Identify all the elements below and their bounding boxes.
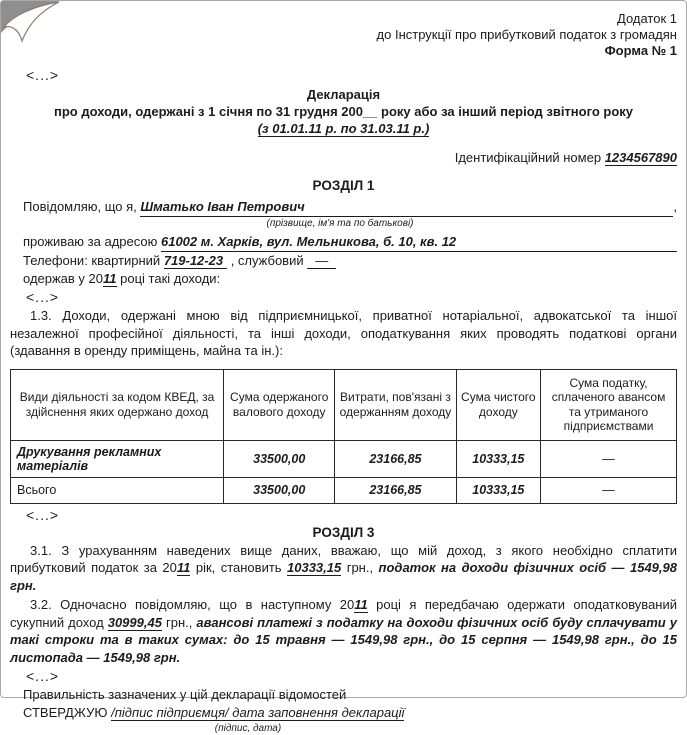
clause-3-1-tax-statement: податок на доходи фізичних осіб — 1549,98 грн. [10, 560, 677, 593]
clause-3-2-after: грн., [161, 614, 197, 630]
declarant-name-line [23, 198, 677, 217]
omission-marker: <...> [26, 668, 60, 684]
address-line [23, 233, 677, 252]
signature-placeholder: /підпис підприємця/ дата заповнення декларації [111, 705, 405, 720]
instruction-line: до Інструкції про прибутковий податок з громадян [376, 27, 677, 42]
col-header-expenses: Витрати, пов'язані з одержанням доходу [335, 369, 456, 440]
phones-line [23, 252, 677, 270]
name-trailing-comma: , [673, 199, 677, 214]
page-curl-icon [1, 1, 63, 47]
address-value: 61002 м. Харків, вул. Мельникова, б. 10, кв. 12 [161, 233, 456, 252]
income-table [10, 369, 677, 504]
address-underline-filler [456, 233, 677, 252]
phones-mid-label: , службовий [227, 253, 308, 268]
clause-3-1-mid: рік, становить [190, 560, 288, 575]
appendix-note [10, 11, 677, 59]
section1-heading: РОЗДІЛ 1 [312, 178, 375, 193]
clause-3-2-year: 11 [354, 597, 368, 612]
clause-3-1-year: 11 [176, 560, 191, 575]
confirm-label: СТВЕРДЖУЮ [23, 705, 112, 720]
clause-3-2-text [10, 596, 677, 666]
cell-expenses: 23166,85 [335, 440, 456, 477]
section3-heading: РОЗДІЛ 3 [312, 524, 375, 540]
document-title-block [10, 86, 677, 137]
clause-1-3-text: 1.3. Доходи, одержані мною від підприємницької, приватної нотаріальної, адвокатської та іншої незалежної професійної діяльності, та інші доходи, оподаткування яких проводять податкові органи (здавання в оренду приміщень, майна та ін.): [10, 308, 677, 358]
clause-3-2-pre: 3.2. Одночасно повідомляю, що в наступному 20 [30, 597, 355, 612]
omission-marker: <...> [26, 67, 60, 83]
income-suffix: році такі доходи: [116, 271, 221, 286]
clause-3-1-pre: 3.1. З урахуванням наведених вище даних, вважаю, що мій доход, з якого необхідно сплатити прибутковий податок за 20 [10, 542, 677, 575]
table-row-activity [11, 440, 677, 477]
name-field-hint: (прізвище, ім'я та по батькові) [266, 218, 414, 229]
table-row-total [11, 477, 677, 503]
col-header-activity: Види діяльності за кодом КВЕД, за здійснення яких одержано доход [11, 369, 224, 440]
omission-marker: <...> [26, 289, 60, 305]
appendix-line: Додаток 1 [617, 11, 677, 26]
identification-number-value: 1234567890 [604, 150, 677, 165]
signature-field-hint: (підпис, дата) [214, 723, 282, 734]
cell-net: 10333,15 [456, 440, 541, 477]
correctness-statement: Правильність зазначених у цій декларації відомостей [23, 687, 347, 702]
cell-gross: 33500,00 [224, 440, 335, 477]
declarant-name-prefix: Повідомляю, що я, [23, 199, 141, 214]
cell-tax: — [541, 440, 677, 477]
income-prefix: одержав у 20 [23, 271, 104, 286]
clause-3-2-mid: році я передбачаю одержати оподатковуваний сукупний доход [10, 597, 678, 630]
cell-total-label: Всього [11, 477, 224, 503]
cell-activity: Друкування рекламних матеріалів [11, 440, 224, 477]
document-subtitle: про доходи, одержані з 1 січня по 31 грудня 200__ року або за інший період звітного року [53, 104, 634, 119]
clause-3-2-advance-statement: авансові платежі з податку на доходи фізичних осіб буду сплачувати у такі строки та в таких сумах: до 15 травня — 1549,98 грн., до 15 серпня — 1549,98 грн., до 15 листопада — 1549,98 грн. [10, 614, 678, 665]
cell-total-tax: — [541, 477, 677, 503]
phones-prefix: Телефони: квартирний [23, 253, 164, 268]
work-phone-value: — [307, 253, 336, 269]
clause-3-1-text [10, 542, 677, 595]
identification-number-line [10, 150, 677, 165]
address-prefix: проживаю за адресою [23, 234, 161, 249]
col-header-prepaid-tax: Сума податку, сплаченого авансом та утриманого підприємствами [541, 369, 677, 440]
cell-total-net: 10333,15 [456, 477, 541, 503]
col-header-gross-income: Сума одержаного валового доходу [224, 369, 335, 440]
clause-3-1-after: грн., [341, 560, 379, 575]
income-table-header-row [11, 369, 677, 440]
income-year-line [23, 270, 677, 288]
clause-3-1-amount: 10333,15 [287, 560, 342, 575]
report-period: (з 01.01.11 р. по 31.03.11 р.) [257, 121, 430, 136]
income-year-value: 11 [103, 271, 117, 286]
document-title: Декларація [306, 87, 381, 102]
clause-3-2-amount: 30999,45 [107, 614, 162, 630]
declarant-name-value: Шматько Іван Петрович [140, 198, 304, 217]
omission-marker: <...> [26, 506, 60, 523]
col-header-net-income: Сума чистого доходу [456, 369, 541, 440]
name-underline-filler [305, 198, 674, 217]
confirmation-line [23, 704, 677, 722]
cell-total-gross: 33500,00 [224, 477, 335, 503]
form-number: Форма № 1 [604, 43, 677, 58]
home-phone-value: 719-12-23 [164, 253, 227, 269]
identification-number-label: Ідентифікаційний номер [454, 150, 602, 165]
cell-total-expenses: 23166,85 [335, 477, 456, 503]
